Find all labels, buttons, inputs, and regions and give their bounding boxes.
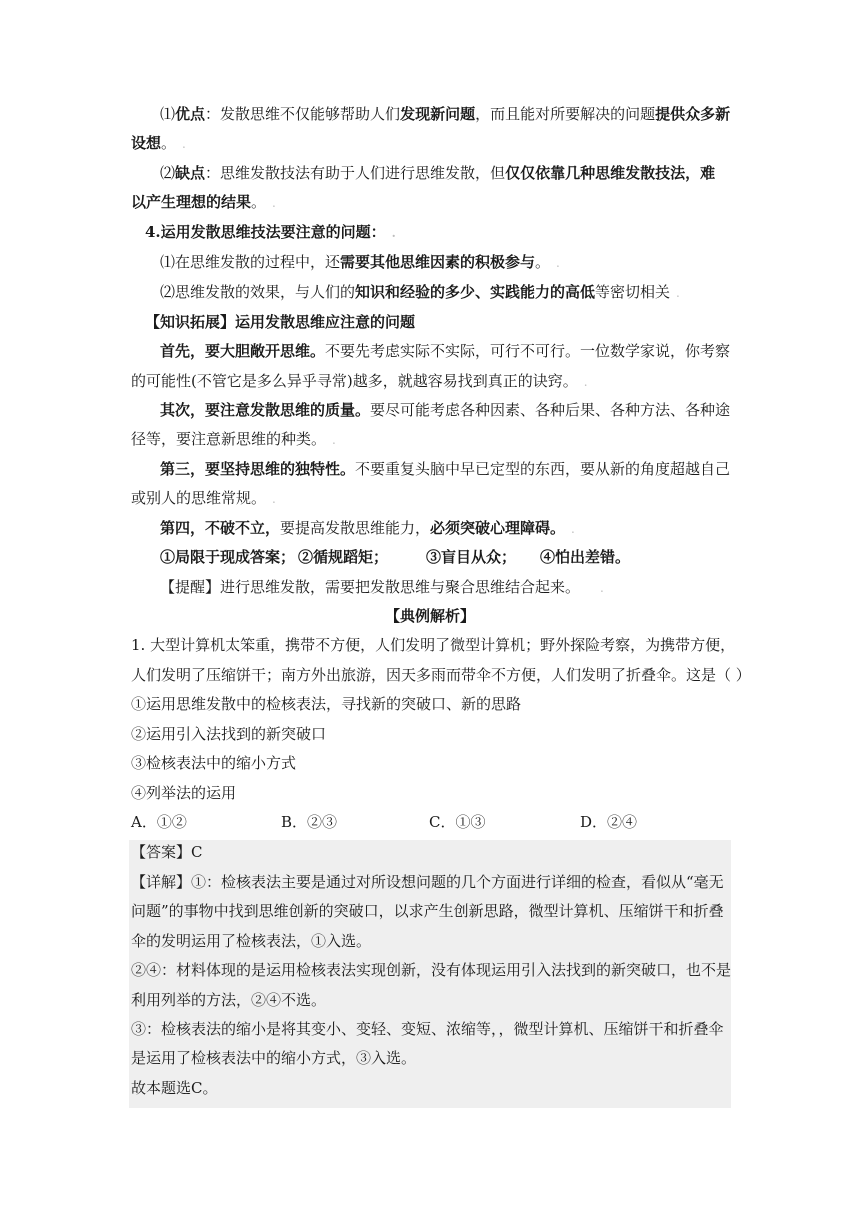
- bold-text: 以产生理想的结果: [131, 193, 252, 211]
- bold-text: 首先，要大胆敞开思维。: [160, 342, 326, 360]
- advantage-label: 优点: [175, 105, 206, 123]
- barrier-2: ②循规蹈矩；: [298, 548, 389, 566]
- text: 。: [535, 253, 551, 271]
- bold-text: 第三，要坚持思维的独特性。: [160, 460, 356, 478]
- text: 思维发散技法有助于人们进行思维发散，但: [220, 164, 506, 182]
- text: 【提醒】进行思维发散，需要把发散思维与聚合思维结合起来。: [160, 578, 581, 596]
- text: 不要先考虑实际不实际，可行不可行。一位数学家说，你考察: [325, 342, 731, 360]
- num-1: ⑴: [160, 105, 176, 123]
- text: 要尽可能考虑各种因素、各种后果、各种方法、各种途: [370, 401, 731, 419]
- text: 4.运用发散思维技法要注意的问题：: [145, 223, 386, 241]
- bold-text: 知识和经验的多少、实践能力的高低: [355, 283, 596, 301]
- extension-second-2: [131, 429, 336, 450]
- extension-third-2: [131, 488, 276, 509]
- para-mark: .: [272, 196, 276, 210]
- detail-line-5: 利用列举的方法，②④不选。: [131, 991, 327, 1009]
- option-c: C．①③: [429, 813, 486, 831]
- para-mark: .: [600, 581, 604, 595]
- text: 或别人的思维常规。: [131, 489, 267, 507]
- bold-text: 提供众多新: [655, 105, 731, 123]
- para-mark: .: [583, 375, 588, 389]
- barrier-3: ③盲目从众；: [426, 548, 517, 566]
- question-line-2: 人们发明了压缩饼干；南方外出旅游，因天多雨而带伞不方便，人们发明了折叠伞。这是（ ）: [131, 666, 751, 684]
- item-4-point-2: [160, 282, 680, 303]
- text: 。: [251, 193, 267, 211]
- question-line-1: 1. 大型计算机太笨重，携带不方便，人们发明了微型计算机；野外探险考察，为携带方便，: [131, 636, 736, 654]
- detail-line-8: 故本题选C。: [131, 1079, 218, 1097]
- bold-text: 第四，不破不立，: [160, 519, 281, 537]
- detail-line-7: 是运用了检核表法中的缩小方式，③入选。: [131, 1049, 417, 1067]
- advantage-line: [160, 104, 730, 124]
- option-a: A．①②: [131, 813, 187, 831]
- detail-line-2: 问题”的事物中找到思维创新的突破口，以求产生创新思路，微型计算机、压缩饼干和折叠: [131, 902, 724, 920]
- extension-title: [145, 312, 415, 332]
- detail-line-1: 【详解】①：检核表法主要是通过对所设想问题的几个方面进行详细的检查，看似从“毫无: [131, 873, 724, 891]
- text: ⑴在思维发散的过程中，还: [160, 253, 341, 271]
- option-d: D．②④: [580, 813, 638, 831]
- detail-line-4: ②④：材料体现的是运用检核表法实现创新，没有体现运用引入法找到的新突破口，也不是: [131, 961, 732, 979]
- bold-text: 仅仅依靠几种思维发散技法，难: [505, 164, 716, 182]
- extension-fourth: [160, 518, 575, 539]
- extension-first: [160, 341, 730, 361]
- statement-2: ②运用引入法找到的新突破口: [131, 725, 327, 743]
- text: ，而且能对所要解决的问题: [475, 105, 656, 123]
- statement-4: ④列举法的运用: [131, 784, 237, 802]
- para-mark: .: [182, 137, 186, 151]
- extension-second: [160, 400, 730, 420]
- para-mark: .: [332, 433, 336, 447]
- extension-third: [160, 459, 730, 479]
- bold-text: 需要其他思维因素的积极参与: [340, 253, 536, 271]
- text: ⑵思维发散的效果，与人们的: [160, 283, 356, 301]
- advantage-line-2: [131, 133, 186, 154]
- text: 发散思维不仅能够帮助人们: [220, 105, 401, 123]
- bold-text: 必须突破心理障碍。: [430, 519, 566, 537]
- option-b: B．②③: [281, 813, 338, 831]
- reminder: [160, 577, 604, 598]
- text: 要提高发散思维能力，: [280, 519, 431, 537]
- num-2: ⑵: [160, 164, 176, 182]
- bold-text: 其次，要注意发散思维的质量。: [160, 401, 371, 419]
- item-4-point-1: [160, 252, 560, 273]
- answer-line: 【答案】C: [131, 843, 203, 861]
- text: 的可能性(不管它是多么异乎寻常)越多，就越容易找到真正的诀窍。: [131, 372, 578, 390]
- statement-1: ①运用思维发散中的检核表法，寻找新的突破口、新的思路: [131, 695, 522, 713]
- text: 【知识拓展】运用发散思维应注意的问题: [145, 313, 416, 331]
- para-mark: .: [556, 256, 560, 270]
- para-mark: .: [272, 492, 276, 506]
- bold-text: 发现新问题: [400, 105, 476, 123]
- text: 。: [161, 134, 177, 152]
- bold-text: 设想: [131, 134, 162, 152]
- detail-line-3: 伞的发明运用了检核表法，①入选。: [131, 932, 372, 950]
- statement-3: ③检核表法中的缩小方式: [131, 754, 297, 772]
- disadvantage-label: 缺点: [175, 164, 206, 182]
- text: 等密切相关: [595, 283, 671, 301]
- disadvantage-line-2: [131, 192, 276, 213]
- separator: ：: [205, 105, 221, 123]
- text: 径等，要注意新思维的种类。: [131, 430, 327, 448]
- disadvantage-line: [160, 163, 715, 183]
- barrier-4: ④怕出差错。: [540, 548, 631, 566]
- para-mark: .: [571, 522, 575, 536]
- text: 不要重复头脑中早已定型的东西，要从新的角度超越自己: [355, 460, 731, 478]
- para-mark: .: [391, 226, 396, 240]
- separator: ：: [205, 164, 221, 182]
- extension-first-2: [131, 371, 588, 392]
- item-4-heading: [145, 222, 396, 243]
- barrier-1: ①局限于现成答案；: [160, 548, 296, 566]
- detail-line-6: ③：检核表法的缩小是将其变小、变轻、变短、浓缩等，，微型计算机、压缩饼干和折叠伞: [131, 1020, 724, 1038]
- para-mark: .: [676, 286, 680, 300]
- example-heading: 【典例解析】: [384, 607, 475, 625]
